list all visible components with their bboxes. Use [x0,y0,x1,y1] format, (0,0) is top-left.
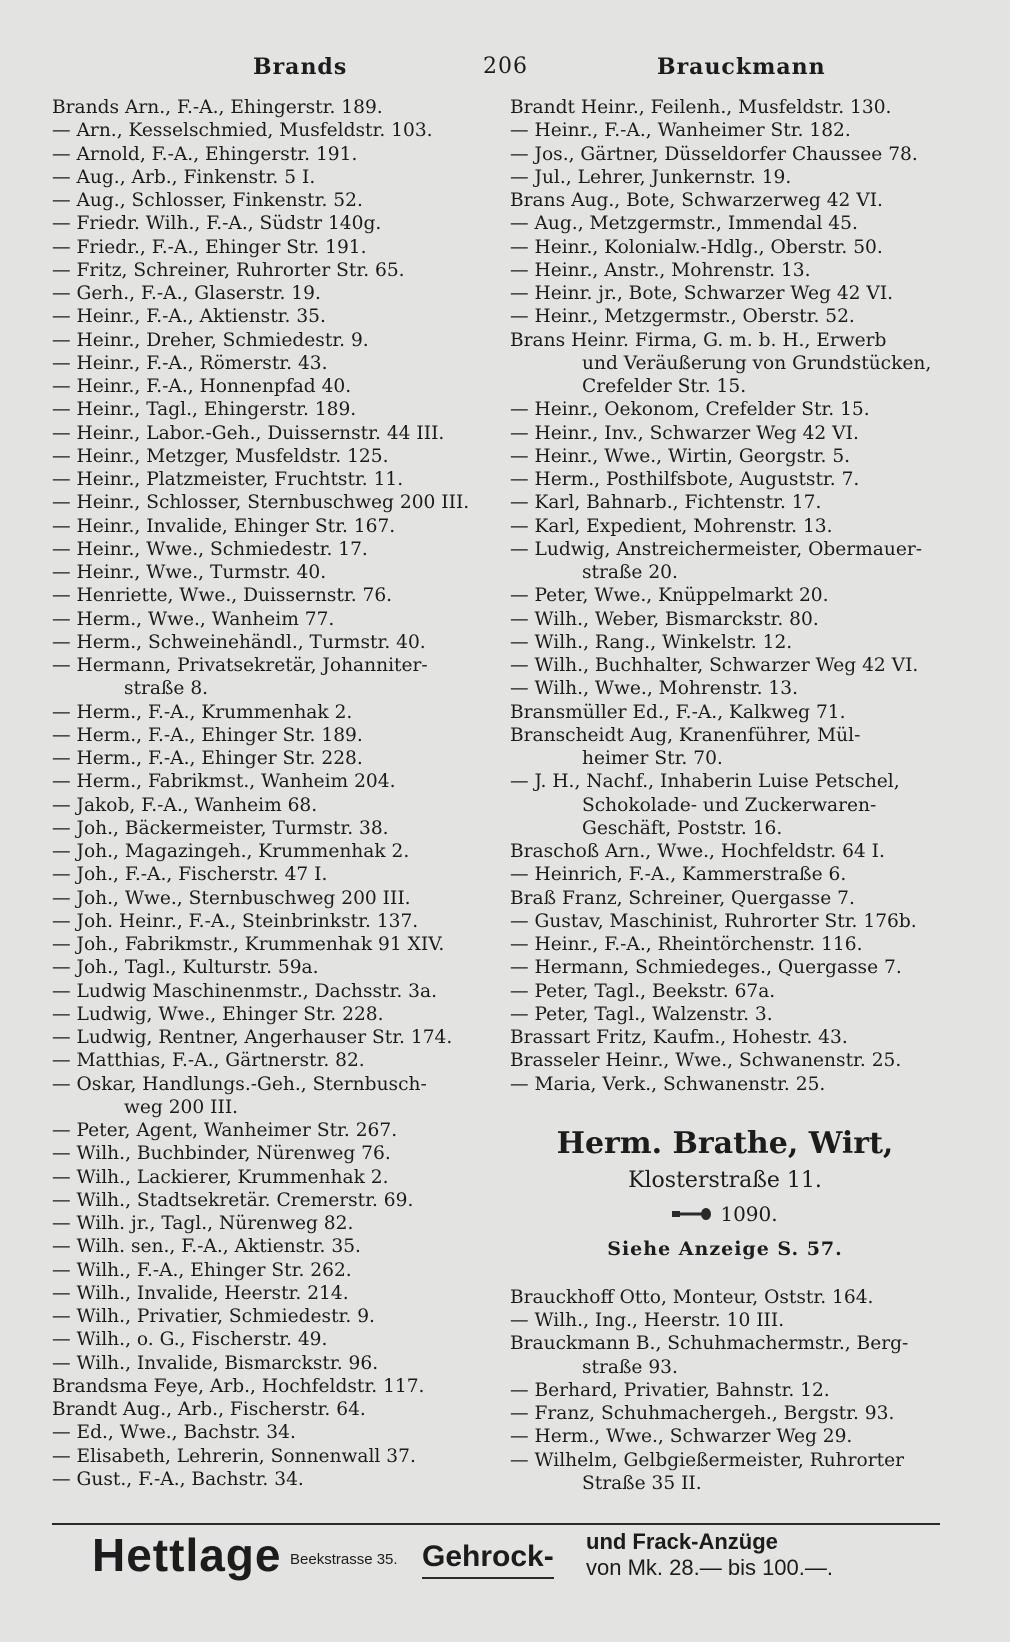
directory-entry [510,212,940,235]
directory-entry [510,910,940,933]
directory-entry [52,794,477,817]
directory-entry [52,1049,477,1072]
advertisement-box [510,1124,940,1268]
directory-entry [52,887,477,910]
directory-entry [510,189,940,212]
directory-entry [510,584,940,607]
entry-text: Braß Franz, Schreiner, Quergasse 7. [510,887,855,909]
entry-text: — Joh., Wwe., Sternbuschweg 200 III. [52,887,411,909]
directory-entry [510,1026,940,1049]
directory-entry [52,189,477,212]
entry-text: — Heinr., Dreher, Schmiedestr. 9. [52,329,369,351]
directory-entry [52,1328,477,1351]
entry-continuation: weg 200 III. [124,1096,239,1118]
entry-text: — Peter, Agent, Wanheimer Str. 267. [52,1120,398,1141]
entry-text: — Heinr., Inv., Schwarzer Weg 42 VI. [510,422,859,444]
directory-entry [510,840,940,863]
directory-entry [510,887,940,910]
entry-continuation: straße 93. [582,1356,678,1378]
entry-text: Brauckmann B., Schuhmachermstr., Berg- [510,1333,909,1355]
directory-entry [52,259,477,282]
directory-entry [510,468,940,491]
entry-text: — Joh., Magazingeh., Krummenhak 2. [52,841,410,862]
footer-rule [52,1523,940,1525]
entry-text: — Peter, Wwe., Knüppelmarkt 20. [510,585,829,607]
directory-entry [52,1212,477,1235]
directory-entry [52,1259,477,1282]
entry-text: — Gustav, Maschinist, Ruhrorter Str. 176b. [510,910,917,932]
entry-text: — Peter, Tagl., Beekstr. 67a. [510,980,776,1002]
entry-text: Brands Arn., F.-A., Ehingerstr. 189. [52,97,383,118]
entry-text: — Heinr., F.-A., Römerstr. 43. [52,352,328,374]
entry-text: — Wilh. jr., Tagl., Nürenweg 82. [52,1213,354,1234]
entry-text: — Gust., F.-A., Bachstr. 34. [52,1468,304,1490]
directory-entry [510,1309,940,1332]
entry-text: — Heinr. jr., Bote, Schwarzer Weg 42 VI. [510,283,894,304]
entry-text: — Wilh., Invalide, Bismarckstr. 96. [52,1352,379,1374]
entry-text: — Arnold, F.-A., Ehingerstr. 191. [52,143,358,165]
entry-continuation: Straße 35 II. [582,1472,702,1494]
directory-entry [510,980,940,1003]
directory-entry [52,1189,477,1212]
directory-entry [52,96,477,119]
entry-text: Brassart Fritz, Kaufm., Hohestr. 43. [510,1027,848,1048]
entry-text: — Arn., Kesselschmied, Musfeldstr. 103. [52,120,433,142]
entry-text: — Herm., Fabrikmst., Wanheim 204. [52,771,396,793]
advert-name: Herm. Brathe, Wirt, [556,1125,894,1161]
entry-text: — Elisabeth, Lehrerin, Sonnenwall 37. [52,1445,416,1467]
directory-entry [52,352,477,375]
directory-entry [510,608,940,631]
directory-entry [52,863,477,886]
directory-entry [510,1286,940,1309]
entry-text: — Ludwig, Wwe., Ehinger Str. 228. [52,1003,384,1025]
directory-entry [510,445,940,468]
directory-entry [52,1166,477,1189]
directory-entry [52,212,477,235]
directory-entry [510,677,940,700]
directory-entry [510,933,940,956]
entry-text: — Peter, Tagl., Walzenstr. 3. [510,1003,773,1025]
directory-entry [52,956,477,979]
entry-text: — Berhard, Privatier, Bahnstr. 12. [510,1379,830,1401]
directory-entry [52,980,477,1003]
advert-address: Klosterstraße 11. [628,1167,822,1193]
footer-address: Beekstrasse 35. [290,1551,398,1568]
entry-continuation: und Veräußerung von Grundstücken, Crefelder Str. 15. [582,352,932,397]
directory-entry [510,305,940,328]
entry-text: — Heinr., Metzgermstr., Oberstr. 52. [510,306,855,328]
directory-entry [52,1468,477,1491]
entry-text: — Fritz, Schreiner, Ruhrorter Str. 65. [52,259,405,281]
directory-entry [52,701,477,724]
directory-entry [52,910,477,933]
directory-entry [52,1421,477,1444]
entry-text: — Jakob, F.-A., Wanheim 68. [52,794,318,816]
right-column [510,96,940,1495]
directory-entry [510,1049,940,1072]
entry-continuation: straße 8. [124,678,209,700]
directory-entry [510,770,940,840]
entry-text: — Karl, Bahnarb., Fichtenstr. 17. [510,492,822,514]
entry-text: — Gerh., F.-A., Glaserstr. 19. [52,283,321,304]
directory-entry [510,1449,940,1496]
entry-continuation: Schokolade- und Zuckerwaren-Geschäft, Poststr. 16. [582,794,877,839]
entry-text: Brans Aug., Bote, Schwarzerweg 42 VI. [510,190,883,211]
directory-entry [52,1235,477,1258]
entry-text: — Joh. Heinr., F.-A., Steinbrinkstr. 137. [52,910,419,932]
directory-entry [510,119,940,142]
entry-text: — Heinr., F.-A., Aktienstr. 35. [52,306,326,328]
entry-text: — Wilh., Buchhalter, Schwarzer Weg 42 VI. [510,655,919,676]
entry-text: Brasseler Heinr., Wwe., Schwanenstr. 25. [510,1050,902,1072]
directory-entry [52,538,477,561]
directory-entry [510,259,940,282]
entry-continuation: straße 20. [582,562,678,583]
directory-entry [510,956,940,979]
directory-entry [510,1425,940,1448]
directory-entry [52,933,477,956]
entry-text: — Heinr., Metzger, Musfeldstr. 125. [52,445,389,467]
header-right-keyword: Brauckmann [657,54,826,80]
page-number: 206 [483,54,528,79]
directory-entry [52,1398,477,1421]
entry-text: — Heinr., Oekonom, Crefelder Str. 15. [510,399,870,421]
footer-brand: Hettlage [92,1529,282,1581]
advert-phone-line [510,1198,940,1230]
entry-text: — Ludwig Maschinenmstr., Dachsstr. 3a. [52,980,438,1002]
advert-reference: Siehe Anzeige S. 57. [607,1237,843,1260]
directory-entry [510,422,940,445]
directory-entry [52,119,477,142]
directory-entry [510,1332,940,1379]
entry-text: — Heinr., Labor.-Geh., Duissernstr. 44 III. [52,422,445,444]
entry-text: — Henriette, Wwe., Duissernstr. 76. [52,585,393,607]
directory-entry [510,143,940,166]
directory-entry [52,584,477,607]
entry-text: — Friedr., F.-A., Ehinger Str. 191. [52,236,367,258]
entry-text: — Herm., Wwe., Wanheim 77. [52,608,335,630]
entry-text: — Ludwig, Rentner, Angerhauser Str. 174. [52,1027,453,1048]
entry-text: — Joh., Bäckermeister, Turmstr. 38. [52,817,389,839]
entry-text: — Ludwig, Anstreichermeister, Obermauer- [510,538,923,560]
directory-entry [510,1003,940,1026]
entry-text: — Herm., Wwe., Schwarzer Weg 29. [510,1426,853,1448]
footer-price: von Mk. 28.— bis 100.—. [586,1555,833,1580]
directory-entry [510,166,940,189]
entry-text: — Hermann, Privatsekretär, Johanniter- [52,655,428,676]
directory-entry [52,817,477,840]
entry-text: — Jul., Lehrer, Junkernstr. 19. [510,166,792,188]
entry-text: — Heinrich, F.-A., Kammerstraße 6. [510,864,847,886]
entry-text: — Hermann, Schmiedeges., Quergasse 7. [510,957,902,979]
directory-entry [510,1073,940,1096]
entry-text: — Wilhelm, Gelbgießermeister, Ruhrorter [510,1449,904,1471]
directory-entry [52,236,477,259]
directory-entry [52,1352,477,1375]
entry-text: — Aug., Schlosser, Finkenstr. 52. [52,190,363,211]
directory-entry [52,747,477,770]
header-left-keyword: Brands [253,54,348,80]
right-column-entries-after [510,1286,940,1495]
entry-text: — Wilh., Rang., Winkelstr. 12. [510,631,793,653]
entry-text: — Franz, Schuhmachergeh., Bergstr. 93. [510,1403,895,1424]
entry-text: Brandsma Feye, Arb., Hochfeldstr. 117. [52,1375,425,1397]
entry-text: — Wilh., Weber, Bismarckstr. 80. [510,608,819,630]
entry-text: — Heinr., Wwe., Schmiedestr. 17. [52,538,368,560]
directory-entry [52,329,477,352]
entry-text: — Herm., Posthilfsbote, Auguststr. 7. [510,469,860,490]
directory-entry [52,840,477,863]
entry-text: Brans Heinr. Firma, G. m. b. H., Erwerb [510,329,887,351]
entry-text: — Wilh., Lackierer, Krummenhak 2. [52,1166,389,1188]
left-column [52,96,477,1491]
footer-product: Gehrock- [422,1537,554,1579]
entry-text: — Joh., Tagl., Kulturstr. 59a. [52,957,319,979]
directory-entry [52,1375,477,1398]
entry-text: — Joh., F.-A., Fischerstr. 47 I. [52,864,328,886]
telephone-icon [672,1207,712,1221]
entry-text: — Wilh., Wwe., Mohrenstr. 13. [510,678,798,700]
directory-entry [52,445,477,468]
directory-entry [52,1445,477,1468]
directory-entry [52,1003,477,1026]
entry-text: — Herm., Schweinehändl., Turmstr. 40. [52,631,426,653]
entry-text: — Wilh., Stadtsekretär. Cremerstr. 69. [52,1189,414,1211]
directory-entry [510,282,940,305]
entry-text: — Maria, Verk., Schwanenstr. 25. [510,1073,826,1095]
directory-entry [52,724,477,747]
entry-text: — Herm., F.-A., Ehinger Str. 228. [52,748,363,769]
directory-entry [52,1073,477,1120]
directory-entry [52,143,477,166]
entry-text: Braschoß Arn., Wwe., Hochfeldstr. 64 I. [510,841,885,862]
directory-entry [510,398,940,421]
entry-text: — Heinr., Anstr., Mohrenstr. 13. [510,259,811,281]
entry-text: — Friedr. Wilh., F.-A., Südstr 140g. [52,213,382,235]
entry-text: — Wilh., Buchbinder, Nürenweg 76. [52,1143,391,1165]
entry-text: — Heinr., F.-A., Wanheimer Str. 182. [510,120,851,142]
directory-entry [510,863,940,886]
entry-text: — Joh., Fabrikmstr., Krummenhak 91 XIV. [52,934,445,955]
entry-text: — Matthias, F.-A., Gärtnerstr. 82. [52,1050,365,1072]
directory-entry [52,770,477,793]
directory-entry [52,468,477,491]
directory-entry [52,1282,477,1305]
entry-text: Brauckhoff Otto, Monteur, Oststr. 164. [510,1286,874,1308]
entry-text: — Herm., F.-A., Ehinger Str. 189. [52,724,363,746]
directory-entry [52,515,477,538]
entry-text: — Wilh., Invalide, Heerstr. 214. [52,1282,349,1304]
right-column-entries [510,96,940,1096]
entry-text: — Aug., Arb., Finkenstr. 5 I. [52,166,316,188]
entry-text: — Ed., Wwe., Bachstr. 34. [52,1422,296,1444]
directory-entry [510,491,940,514]
entry-text: — Oskar, Handlungs.-Geh., Sternbusch- [52,1073,427,1095]
entry-text: — Heinr., Schlosser, Sternbuschweg 200 III. [52,492,470,514]
directory-entry [510,538,940,585]
directory-entry [52,631,477,654]
entry-text: — Heinr., Tagl., Ehingerstr. 189. [52,399,357,421]
directory-entry [510,515,940,538]
entry-text: Bransmüller Ed., F.-A., Kalkweg 71. [510,701,846,723]
entry-text: — Wilh. sen., F.-A., Aktienstr. 35. [52,1236,361,1258]
directory-entry [52,1142,477,1165]
entry-text: — Heinr., Invalide, Ehinger Str. 167. [52,515,396,537]
directory-entry [510,1402,940,1425]
directory-entry [52,305,477,328]
directory-entry [52,1305,477,1328]
directory-entry [510,96,940,119]
directory-entry [52,1119,477,1142]
directory-entry [52,375,477,398]
directory-entry [52,166,477,189]
directory-entry [510,701,940,724]
entry-text: — Karl, Expedient, Mohrenstr. 13. [510,515,833,537]
entry-text: — Heinr., Platzmeister, Fruchtstr. 11. [52,469,404,490]
entry-text: — Wilh., F.-A., Ehinger Str. 262. [52,1259,352,1281]
directory-entry [52,398,477,421]
advert-phone-number: 1090. [720,1201,778,1226]
footer-product-detail: und Frack-Anzüge [586,1529,778,1554]
directory-entry [510,1379,940,1402]
entry-text: Brandt Heinr., Feilenh., Musfeldstr. 130. [510,97,892,118]
entry-text: — J. H., Nachf., Inhaberin Luise Petschel, [510,771,900,793]
entry-text: — Wilh., o. G., Fischerstr. 49. [52,1329,328,1351]
entry-text: — Wilh., Privatier, Schmiedestr. 9. [52,1306,375,1327]
entry-text: — Wilh., Ing., Heerstr. 10 III. [510,1310,785,1331]
directory-entry [510,329,940,399]
entry-text: — Heinr., F.-A., Rheintörchenstr. 116. [510,934,863,955]
directory-entry [510,654,940,677]
entry-continuation: heimer Str. 70. [582,748,723,769]
directory-entry [52,422,477,445]
directory-entry [510,236,940,259]
entry-text: — Herm., F.-A., Krummenhak 2. [52,701,353,723]
directory-entry [52,654,477,701]
directory-entry [510,724,940,771]
entry-text: — Aug., Metzgermstr., Immendal 45. [510,213,858,235]
directory-entry [52,1026,477,1049]
entry-text: — Heinr., Wwe., Turmstr. 40. [52,562,327,583]
entry-text: — Jos., Gärtner, Düsseldorfer Chaussee 78. [510,143,918,165]
entry-text: — Heinr., Kolonialw.-Hdlg., Oberstr. 50. [510,236,883,258]
footer-advertisement [92,1527,952,1607]
directory-entry [52,561,477,584]
entry-text: Branscheidt Aug, Kranenführer, Mül- [510,724,861,746]
entry-text: — Heinr., F.-A., Honnenpfad 40. [52,376,352,397]
directory-entry [52,608,477,631]
entry-text: — Heinr., Wwe., Wirtin, Georgstr. 5. [510,445,851,467]
entry-text: Brandt Aug., Arb., Fischerstr. 64. [52,1399,366,1420]
directory-entry [52,282,477,305]
directory-entry [510,631,940,654]
directory-entry [52,491,477,514]
